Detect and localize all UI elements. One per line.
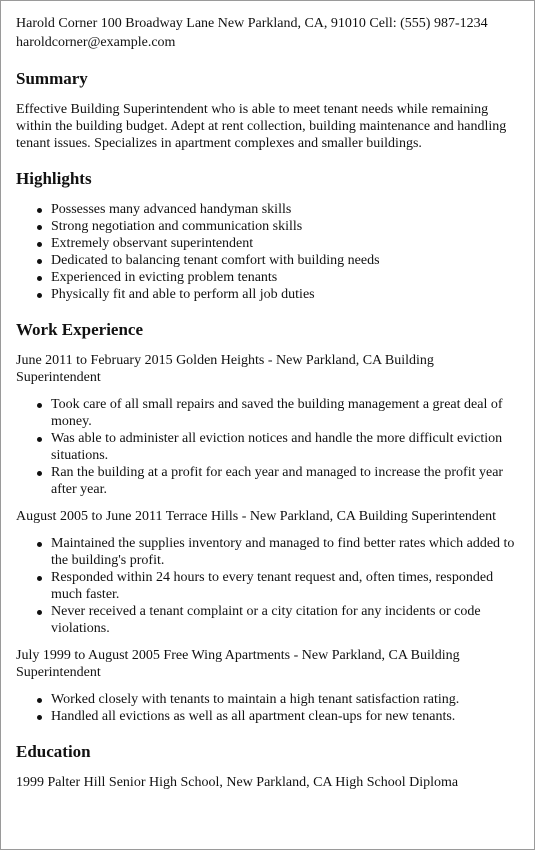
job-bullet: Maintained the supplies inventory and managed to find better rates which added to the building's profit. bbox=[51, 535, 520, 569]
contact-line: Harold Corner 100 Broadway Lane New Parkland, CA, 91010 Cell: (555) 987-1234 bbox=[16, 16, 488, 31]
work-experience-section bbox=[16, 319, 520, 725]
job-title: July 1999 to August 2005 Free Wing Apartments - New Parkland, CA Building Superintendent bbox=[16, 648, 460, 680]
job-bullet: Was able to administer all eviction notices and handle the more difficult eviction situations. bbox=[51, 430, 520, 464]
job-title: June 2011 to February 2015 Golden Heights - New Parkland, CA Building Superintendent bbox=[16, 353, 434, 385]
job-bullet: Worked closely with tenants to maintain a high tenant satisfaction rating. bbox=[51, 691, 520, 708]
highlight-item: Extremely observant superintendent bbox=[51, 235, 520, 252]
highlights-list bbox=[16, 201, 520, 303]
job-bullet: Took care of all small repairs and saved the building management a great deal of money. bbox=[51, 396, 520, 430]
education-heading: Education bbox=[16, 742, 91, 761]
highlight-item: Experienced in evicting problem tenants bbox=[51, 269, 520, 286]
education-entry: 1999 Palter Hill Senior High School, New Parkland, CA High School Diploma bbox=[16, 775, 459, 790]
highlights-section bbox=[16, 168, 520, 303]
education-section bbox=[16, 741, 520, 791]
highlight-item: Possesses many advanced handyman skills bbox=[51, 201, 520, 218]
job-bullet: Ran the building at a profit for each year and managed to increase the profit year after year. bbox=[51, 464, 520, 498]
job-entry bbox=[16, 352, 520, 498]
job-bullets bbox=[16, 535, 520, 637]
summary-section bbox=[16, 68, 520, 152]
summary-text: Effective Building Superintendent who is able to meet tenant needs while remaining within the building budget. Adept at rent collection, building maintenance and handling tenant issues. Specializes in apartment complexes and smaller buildings. bbox=[16, 102, 507, 151]
job-bullet: Handled all evictions as well as all apartment clean-ups for new tenants. bbox=[51, 708, 520, 725]
highlights-heading: Highlights bbox=[16, 169, 92, 188]
highlight-item: Strong negotiation and communication skills bbox=[51, 218, 520, 235]
job-entry bbox=[16, 508, 520, 637]
highlight-item: Physically fit and able to perform all job duties bbox=[51, 286, 520, 303]
job-bullet: Never received a tenant complaint or a city citation for any incidents or code violations. bbox=[51, 603, 520, 637]
contact-block bbox=[16, 14, 520, 52]
job-bullets bbox=[16, 396, 520, 498]
work-experience-heading: Work Experience bbox=[16, 320, 144, 339]
summary-heading: Summary bbox=[16, 69, 88, 88]
job-entry bbox=[16, 647, 520, 725]
highlight-item: Dedicated to balancing tenant comfort with building needs bbox=[51, 252, 520, 269]
job-bullet: Responded within 24 hours to every tenant request and, often times, responded much faster. bbox=[51, 569, 520, 603]
contact-email: haroldcorner@example.com bbox=[16, 35, 176, 50]
job-bullets bbox=[16, 691, 520, 725]
job-title: August 2005 to June 2011 Terrace Hills - New Parkland, CA Building Superintendent bbox=[16, 509, 497, 524]
